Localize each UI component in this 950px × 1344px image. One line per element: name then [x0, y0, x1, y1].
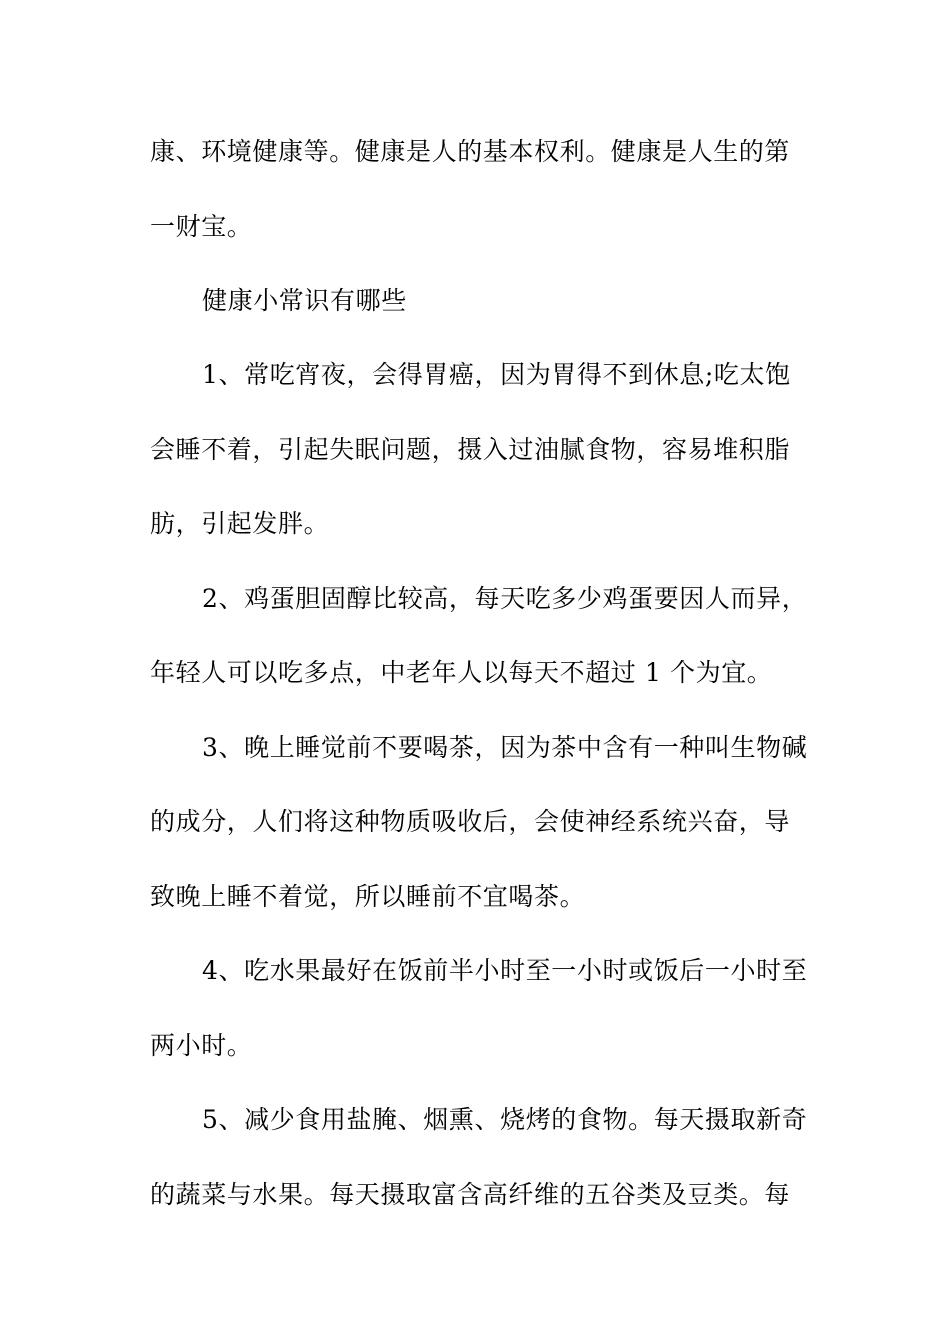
text-line: 年轻人可以吃多点，中老年人以每天不超过 1 个为宜。 — [150, 658, 773, 687]
text-line: 的蔬菜与水果。每天摄取富含高纤维的五谷类及豆类。每 — [150, 1180, 791, 1209]
text-line: 一财宝。 — [150, 212, 253, 241]
text-line: 康、环境健康等。健康是人的基本权利。健康是人生的第 — [150, 137, 791, 166]
text-line: 5、减少食用盐腌、烟熏、烧烤的食物。每天摄取新奇 — [202, 1105, 808, 1134]
text-line: 1、常吃宵夜，会得胃癌，因为胃得不到休息;吃太饱 — [202, 360, 791, 389]
text-line: 4、吃水果最好在饭前半小时至一小时或饭后一小时至 — [202, 956, 808, 985]
text-line: 会睡不着，引起失眠问题，摄入过油腻食物，容易堆积脂 — [150, 435, 791, 464]
text-line: 肪，引起发胖。 — [150, 509, 330, 538]
text-line: 2、鸡蛋胆固醇比较高，每天吃多少鸡蛋要因人而异， — [202, 584, 808, 613]
text-line: 两小时。 — [150, 1031, 253, 1060]
section-heading: 健康小常识有哪些 — [202, 286, 407, 315]
text-line: 的成分，人们将这种物质吸收后，会使神经系统兴奋，导 — [150, 807, 791, 836]
text-line: 致晚上睡不着觉，所以睡前不宜喝茶。 — [150, 882, 586, 911]
text-line: 3、晚上睡觉前不要喝茶，因为茶中含有一种叫生物碱 — [202, 733, 808, 762]
